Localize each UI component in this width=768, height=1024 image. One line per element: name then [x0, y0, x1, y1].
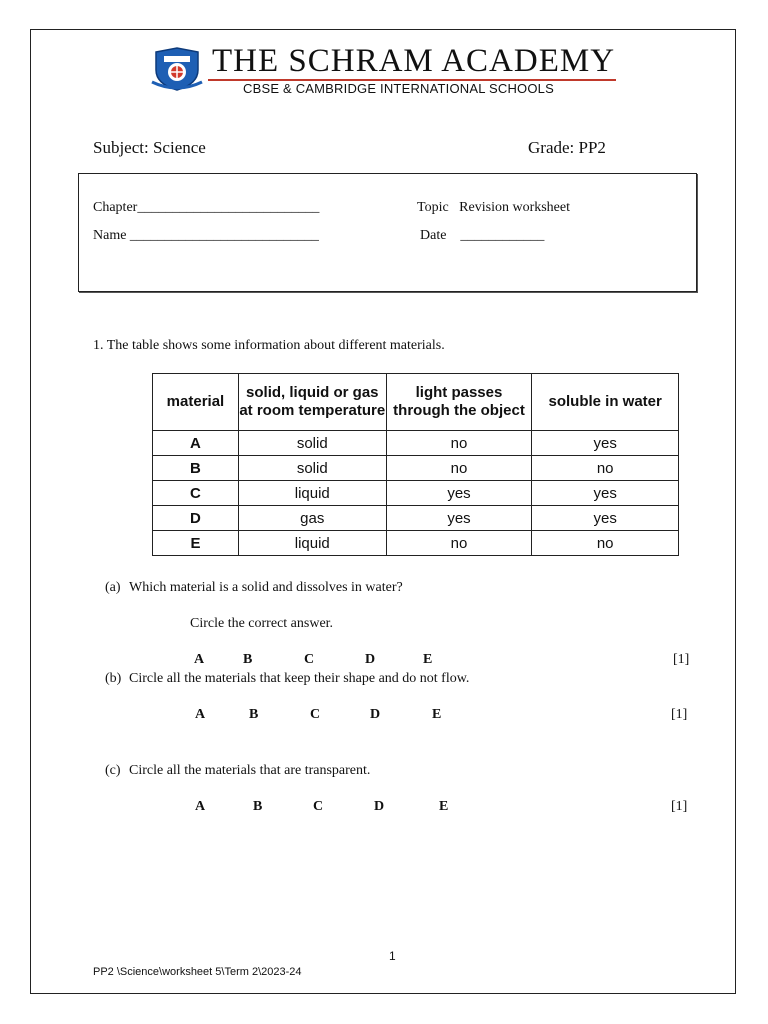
table-cell: A — [153, 431, 239, 456]
part-a-question: Which material is a solid and dissolves in water? — [129, 580, 403, 595]
subject-label: Subject: Science — [93, 138, 206, 157]
part-c-marks: [1] — [671, 799, 688, 814]
table-row — [153, 456, 679, 481]
part-c-option[interactable]: D — [374, 799, 385, 814]
table-row — [153, 531, 679, 556]
footer-path: PP2 \Science\worksheet 5\Term 2\2023-24 — [93, 966, 302, 978]
part-c-option[interactable]: E — [439, 799, 449, 814]
part-c-option[interactable]: C — [313, 799, 324, 814]
table-cell: yes — [532, 506, 679, 531]
part-b-marks: [1] — [671, 707, 688, 722]
table-cell: liquid — [238, 531, 386, 556]
part-b-option[interactable]: D — [370, 707, 381, 722]
name-field[interactable]: Name ___________________________ — [93, 228, 319, 243]
table-cell: gas — [238, 506, 386, 531]
table-row — [153, 506, 679, 531]
table-cell: solid — [238, 456, 386, 481]
grade-label: Grade: PP2 — [528, 138, 606, 157]
table-cell: yes — [386, 481, 532, 506]
column-header: light passes through the object — [386, 374, 532, 431]
school-name: THE SCHRAM ACADEMY — [212, 43, 616, 79]
page-number: 1 — [389, 949, 396, 963]
part-c-option[interactable]: A — [195, 799, 206, 814]
part-c-label: (c) — [105, 763, 121, 778]
part-a-marks: [1] — [673, 652, 690, 667]
part-c-question: Circle all the materials that are transparent. — [129, 763, 371, 778]
table-header-row — [153, 374, 679, 431]
table-cell: solid — [238, 431, 386, 456]
table-cell: E — [153, 531, 239, 556]
table-cell: no — [532, 531, 679, 556]
table-cell: no — [386, 431, 532, 456]
table-cell: yes — [532, 481, 679, 506]
table-row — [153, 481, 679, 506]
table-cell: C — [153, 481, 239, 506]
date-field[interactable]: Date ____________ — [420, 228, 545, 243]
part-b-option[interactable]: A — [195, 707, 206, 722]
part-a-option[interactable]: C — [304, 652, 315, 667]
question-1-stem: 1. The table shows some information about different materials. — [93, 338, 445, 353]
table-row — [153, 431, 679, 456]
materials-table — [152, 373, 679, 556]
school-subtitle: CBSE & CAMBRIDGE INTERNATIONAL SCHOOLS — [243, 81, 554, 96]
part-a-option[interactable]: D — [365, 652, 376, 667]
table-cell: no — [386, 531, 532, 556]
part-a-option[interactable]: B — [243, 652, 253, 667]
table-cell: yes — [386, 506, 532, 531]
part-a-label: (a) — [105, 580, 121, 595]
part-a-option[interactable]: A — [194, 652, 205, 667]
column-header: solid, liquid or gas at room temperature — [238, 374, 386, 431]
table-cell: D — [153, 506, 239, 531]
part-c-option[interactable]: B — [253, 799, 263, 814]
part-a-instruction: Circle the correct answer. — [190, 616, 334, 631]
part-b-label: (b) — [105, 671, 122, 686]
table-cell: B — [153, 456, 239, 481]
table-cell: no — [386, 456, 532, 481]
part-b-question: Circle all the materials that keep their shape and do not flow. — [129, 671, 470, 686]
table-cell: yes — [532, 431, 679, 456]
part-a-option[interactable]: E — [423, 652, 433, 667]
table-cell: no — [532, 456, 679, 481]
school-crest-icon — [150, 46, 204, 92]
table-cell: liquid — [238, 481, 386, 506]
part-b-option[interactable]: E — [432, 707, 442, 722]
part-b-option[interactable]: B — [249, 707, 259, 722]
column-header: material — [153, 374, 239, 431]
part-b-option[interactable]: C — [310, 707, 321, 722]
chapter-field[interactable]: Chapter__________________________ — [93, 200, 320, 215]
column-header: soluble in water — [532, 374, 679, 431]
topic-field: Topic Revision worksheet — [417, 200, 570, 215]
